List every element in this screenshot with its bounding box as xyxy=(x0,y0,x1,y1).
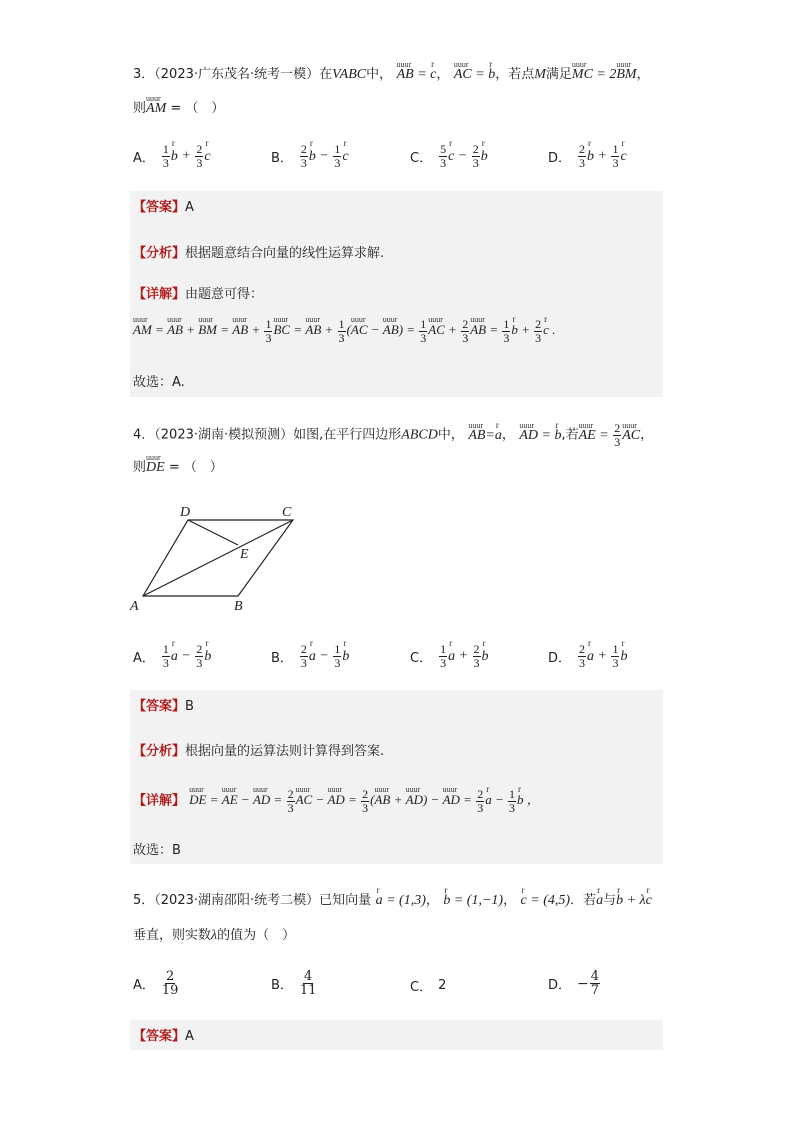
q3-triangle: VABC xyxy=(332,67,367,82)
q4-detail: 【详解】 uuur DE = uuur AE − uuur AD = $\frac{2}{3}$ uuur AC − uuur AD = $\frac{2}{3}$ (uuur AB + uuur AD) − uuur AD = $\frac{2}{3}$ r a − $\frac{1}{3}$ r b ， xyxy=(133,788,540,815)
label-e: E xyxy=(240,547,249,562)
q4-choice: 故选：B xyxy=(133,843,181,858)
q5-option-d[interactable]: D． − $\frac{4}{7}$ xyxy=(548,969,600,998)
q3-source: （2023·广东茂名·统考一模） xyxy=(154,67,320,82)
q3-analysis: 【分析】根据题意结合向量的线性运算求解. xyxy=(133,246,385,261)
label-d: D xyxy=(180,505,191,520)
q3-option-d[interactable]: D． $\frac{2}{3}$ r b + $\frac{1}{3}$ r c xyxy=(548,143,627,170)
label-b: B xyxy=(234,599,243,614)
q3-stem-c: 若点 xyxy=(508,67,535,82)
q5-ask: 垂直，则实数λ的值为（ ） xyxy=(133,928,296,943)
q5-answer: 【答案】A xyxy=(133,1029,194,1044)
q4-stem: 4．（2023·湖南·模拟预测）如图,在平行四边形ABCD中， uuur AB=r a， uuur AD = r b,若uuur AE = $\frac{2}{3}$ uuur AC， xyxy=(133,422,653,449)
q4-quad: ABCD xyxy=(401,427,438,443)
q3-option-c[interactable]: C． $\frac{5}{3}$ r c − $\frac{2}{3}$ r b xyxy=(410,143,488,170)
q3-then: 则 xyxy=(133,101,147,116)
q4-option-a[interactable]: A． $\frac{1}{3}$ r a − $\frac{2}{3}$ r b xyxy=(133,643,211,670)
q3-detail-equation: uuur AM = uuur AB + uuur BM = uuur AB + $\frac{1}{3}$ uuur BC = uuur AB + $\frac{1}{3}$ (uuur AC − uuur AB) = $\frac{1}{3}$ uuur AC + $\frac{2}{3}$ uuur AB = $\frac{1}{3}$ r b + $\frac{2}{3}$ r c . xyxy=(133,318,555,345)
q4-source: （2023·湖南·模拟预测） xyxy=(154,427,294,443)
q4-solution-box xyxy=(130,690,663,864)
q3-point: M xyxy=(534,67,546,82)
q3-option-b[interactable]: B． $\frac{2}{3}$ r b − $\frac{1}{3}$ r c xyxy=(271,143,349,170)
q3-cond2: uuur AC = r b xyxy=(454,67,495,82)
q4-option-c[interactable]: C． $\frac{1}{3}$ r a + $\frac{2}{3}$ r b xyxy=(410,643,489,670)
q3-stem-b: 中， xyxy=(366,67,393,82)
q4-number: 4． xyxy=(133,427,155,443)
q4-option-b[interactable]: B． $\frac{2}{3}$ r a − $\frac{1}{3}$ r b xyxy=(271,643,349,670)
q4-stem-b: 中， xyxy=(437,427,464,443)
segment-de xyxy=(188,520,238,545)
q5-option-a[interactable]: A． $\frac{2}{19}$ xyxy=(133,969,179,998)
q3-answer: 【答案】A xyxy=(133,200,194,215)
q5-solution-box xyxy=(130,1020,663,1050)
q3-stem-d: 满足 xyxy=(545,67,572,82)
q4-analysis: 【分析】根据向量的运算法则计算得到答案. xyxy=(133,744,385,759)
q4-answer: 【答案】B xyxy=(133,699,194,714)
q5-option-b[interactable]: B． $\frac{4}{11}$ xyxy=(271,969,317,998)
q3-number: 3． xyxy=(133,67,155,82)
q3-ask: 则uuur AM = （ ） xyxy=(133,98,224,119)
q4-ask: 则uuur DE = （ ） xyxy=(133,457,223,478)
q3-stem-a: 在 xyxy=(319,67,333,82)
q5-option-c[interactable]: C． 2 xyxy=(410,978,447,995)
label-a: A xyxy=(130,599,139,614)
q5-stem: 5．（2023·湖南邵阳·统考二模）已知向量 r a = (1,3)， r b = (1,−1)， r c = (4,5)．若r a与r b + λr c xyxy=(133,890,652,911)
q4-stem-a: 如图,在平行四边形 xyxy=(293,427,402,443)
label-c: C xyxy=(282,505,292,520)
q3-choice: 故选：A. xyxy=(133,375,185,390)
q4-parallelogram-figure xyxy=(128,500,308,616)
q3-cond1: uuur AB = r c xyxy=(397,67,437,82)
q3-stem: 3．（2023·广东茂名·统考一模）在VABC中， uuur AB = r c， uuur AC = r b，若点M满足uuur MC = 2uuur BM， xyxy=(133,64,650,85)
q3-detail: 【详解】由题意可得： xyxy=(133,287,264,302)
q3-cond3: uuur MC = 2uuur BM xyxy=(572,67,637,82)
q3-option-a[interactable]: A． $\frac{1}{3}$ r b + $\frac{2}{3}$ r c xyxy=(133,143,211,170)
q4-option-d[interactable]: D． $\frac{2}{3}$ r a + $\frac{1}{3}$ r b xyxy=(548,643,627,670)
